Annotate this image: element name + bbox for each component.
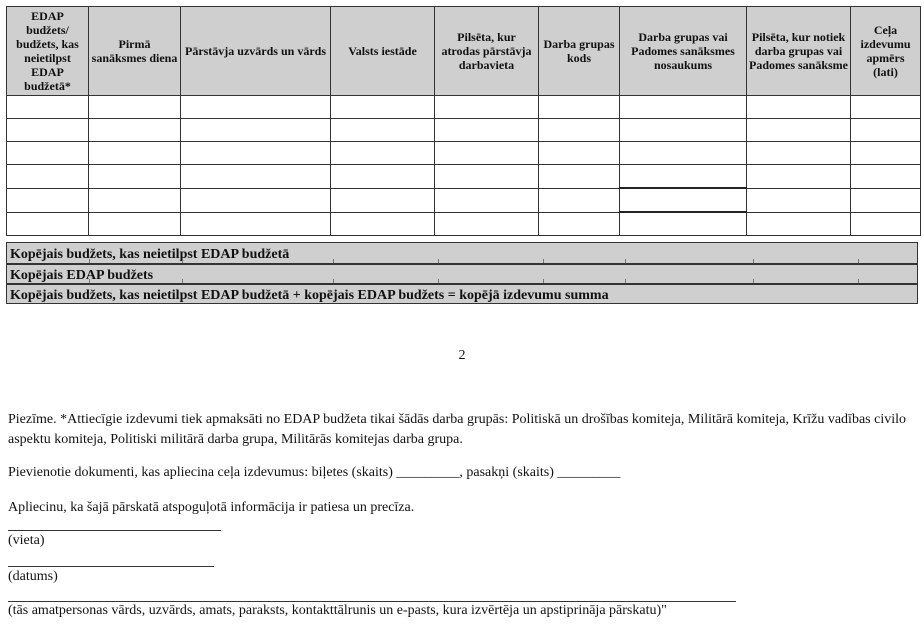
summary-row-edap-label: Kopējais EDAP budžets	[10, 268, 154, 283]
header-first-meeting-day: Pirmā sanāksmes diena	[89, 7, 181, 96]
date-label: (datums)	[8, 569, 58, 584]
summary-row-ticks	[7, 259, 917, 263]
header-state-institution: Valsts iestāde	[331, 7, 435, 96]
summary-row-edap	[6, 264, 918, 284]
certification-statement: Apliecinu, ka šajā pārskatā atspoguļotā informācija ir patiesa un precīza.	[8, 500, 415, 515]
header-representative-name: Pārstāvja uzvārds un vārds	[181, 7, 331, 96]
note-paragraph: Piezīme. *Attiecīgie izdevumi tiek apmaksāti no EDAP budžeta tikai šādās darba grupās: Politiskā un drošības komiteja, Militārā komiteja, Krīžu vadības civilo aspektu komiteja, Politiski militārā darba grupa, Militārās komitejas darba grupa.	[8, 412, 906, 447]
official-signature-line[interactable]	[8, 601, 736, 602]
table-row	[7, 212, 921, 236]
summary-row-total	[6, 284, 918, 304]
table-row	[7, 119, 921, 142]
table-row	[7, 165, 921, 189]
summary-row-non-edap	[6, 242, 918, 264]
summary-row-ticks	[7, 279, 917, 283]
place-label: (vieta)	[8, 533, 45, 548]
header-working-group-code: Darba grupas kods	[539, 7, 620, 96]
table-header-row	[7, 7, 921, 96]
table-row	[7, 96, 921, 119]
header-meeting-name: Darba grupas vai Padomes sanāksmes nosaukums	[620, 7, 747, 96]
expense-table	[6, 6, 921, 236]
summary-row-total-label: Kopējais budžets, kas neietilpst EDAP budžetā + kopējais EDAP budžets = kopējā izdevumu summa	[10, 288, 609, 303]
header-workplace-city: Pilsēta, kur atrodas pārstāvja darbavieta	[435, 7, 539, 96]
attachments-line: Pievienotie dokumenti, kas apliecina ceļa izdevumus: biļetes (skaits) _________, pasakņi (skaits) _________	[8, 465, 621, 480]
header-budget: EDAP budžets/ budžets, kas neietilpst EDAP budžetā*	[7, 7, 89, 96]
table-row	[7, 188, 921, 212]
header-travel-cost: Ceļa izdevumu apmērs (lati)	[851, 7, 921, 96]
table-row	[7, 142, 921, 165]
official-label: (tās amatpersonas vārds, uzvārds, amats, paraksts, kontakttālrunis un e-pasts, kura izvērtēja un apstiprināja pārskatu)"	[8, 603, 667, 618]
place-signature-line[interactable]	[8, 530, 221, 531]
page-number: 2	[458, 348, 466, 363]
header-meeting-city: Pilsēta, kur notiek darba grupas vai Padomes sanāksme	[747, 7, 851, 96]
date-signature-line[interactable]	[8, 566, 214, 567]
summary-row-non-edap-label: Kopējais budžets, kas neietilpst EDAP budžetā	[10, 247, 290, 262]
